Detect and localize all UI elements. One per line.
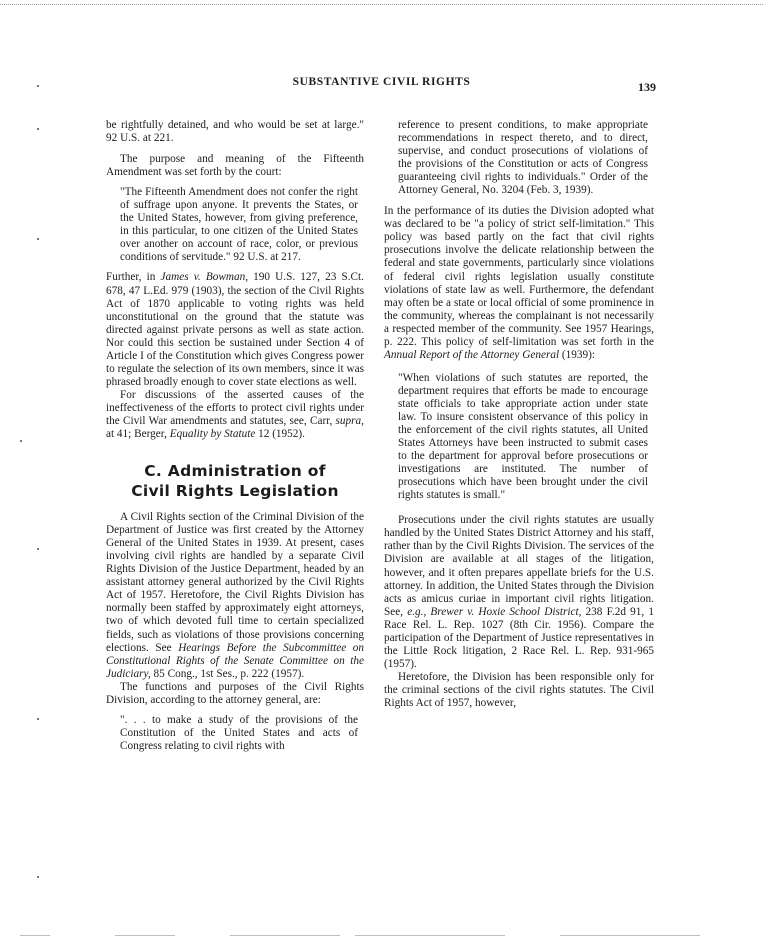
paragraph-heretofore: Heretofore, the Division has been responsible only for the criminal sections of the civil rights statutes. The Civil Rights Act of 1957, however,: [384, 670, 654, 709]
paragraph-james-v-bowman: Further, in James v. Bowman, 190 U.S. 127, 23 S.Ct. 678, 47 L.Ed. 979 (1903), the section of the Civil Rights Act of 1870 applicable to voting rights was held unconstitutional on the ground that the statute was directed against private persons as well as state action. Nor could this section be sustained under Section 4 of Article I of the Constitution which gives Congress power to regulate the selection of its own members, since it was phrased broadly enough to cover state elections as well.: [106, 271, 364, 388]
hearings-title: Hearings Before the Subcommittee on Constitutional Rights of the Senate Committee on the Judiciary,: [106, 641, 365, 680]
scan-speck: [37, 876, 39, 878]
block-quote-functions-continued: reference to present conditions, to make appropriate recommendations in respect thereto, and to direct, supervise, and conduct prosecutions of violations of the provisions of the Constitution or acts of Congress guaranteeing civil rights to individuals." Order of the Attorney General, No. 3204 (Feb. 3, 1939).: [398, 119, 648, 197]
paragraph-civil-rights-section: A Civil Rights section of the Criminal Division of the Department of Justice was first created by the Attorney General of the United States in 1939. At present, cases involving civil rights are handled by a separate Civil Rights Division of the Justice Department, headed by an assistant attorney general authorized by the Civil Rights Act of 1957. Heretofore, the Civil Rights Division has normally been staffed by approximately eight attorneys, two of which devoted full time to certain specialized fields, such as violations of those provisions concerning elections. See Hearings Before the Subcommittee on Constitutional Rights of the Senate Committee on the Judiciary, 85 Cong., 1st Ses., p. 222 (1957).: [106, 511, 365, 680]
page-number: 139: [638, 80, 656, 94]
running-head: SUBSTANTIVE CIVIL RIGHTS: [292, 76, 471, 88]
left-column: [106, 119, 364, 753]
block-quote-functions: ". . . to make a study of the provisions of the Constitution of the United States and acts of Congress relating to civil rights with: [120, 713, 358, 752]
paragraph-self-limitation: In the performance of its duties the Division adopted what was declared to be "a policy of strict self-limitation." This policy was based partly on the fact that civil rights prosecutions involve the delicate relationship between the federal and state governments, particularly since violations of federal civil rights legislation usually constitute violations of state law as well. Furthermore, the defendant may often be a state or local official of some prominence in the community, whereas the complainant is not necessarily a respected member of the community. See 1957 Hearings, p. 222. This policy of self-limitation was set forth in the Annual Report of the Attorney General (1939):: [384, 205, 654, 361]
paragraph-functions: The functions and purposes of the Civil Rights Division, according to the attorney general, are:: [106, 680, 364, 706]
scan-speck: [37, 238, 39, 240]
bottom-rule: [20, 935, 50, 936]
bottom-rule: [355, 935, 505, 936]
block-quote-fifteenth-amendment: "The Fifteenth Amendment does not confer the right of suffrage upon anyone. It prevents the States, or the United States, however, from giving preference, in this particular, to one citizen of the United States over another on account of race, color, or previous conditions of servitude." 92 U.S. at 217.: [120, 186, 358, 264]
bottom-rule: [115, 935, 175, 936]
scan-speck: [37, 548, 39, 550]
paragraph-prosecutions: Prosecutions under the civil rights statutes are usually handled by the United States District Attorney and his staff, rather than by the Civil Rights Division. The services of the Division are available at all stages of the litigation, however, and it often prepares appellate briefs for the U.S. attorney. In addition, the United States through the Division acts as amicus curiae in important civil rights litigation. See, e.g., Brewer v. Hoxie School District, 238 F.2d 91, 1 Race Rel. L. Rep. 1027 (8th Cir. 1956). Compare the participation of the Department of Justice representatives in the Little Rock litigation, 2 Race Rel. L. Rep. 931-965 (1957).: [384, 514, 654, 670]
right-column: [384, 119, 654, 710]
report-title: Annual Report of the Attorney General: [384, 348, 560, 361]
scan-speck: [20, 440, 22, 442]
bottom-rule: [560, 935, 700, 936]
scan-speck: [37, 128, 39, 130]
case-name: James v. Bowman,: [160, 271, 249, 284]
bottom-rule: [230, 935, 340, 936]
section-heading: C. Administration of Civil Rights Legislation: [131, 462, 339, 501]
paragraph-fifteenth-amendment: The purpose and meaning of the Fifteenth Amendment was set forth by the court:: [106, 153, 364, 179]
paragraph-discussions: For discussions of the asserted causes of the ineffectiveness of the efforts to protect civil rights under the Civil War amendments and statutes, see, Carr, supra, at 41; Berger, Equality by Statute 12 (1952).: [106, 388, 364, 441]
scan-speck: [37, 718, 39, 720]
block-quote-annual-report: "When violations of such statutes are reported, the department requires that efforts be made to encourage state officials to take appropriate action under state law. To insure consistent observance of this policy in the enforcement of the civil rights statutes, all United States Attorneys have been instructed to submit cases to the department for approval before prosecutions or investigations are instituted. The number of prosecutions which have been brought under the civil rights statutes is small.": [398, 371, 648, 502]
case-citation: e.g., Brewer v. Hoxie School District,: [407, 605, 582, 618]
scan-speck: [37, 85, 39, 87]
top-dotted-rule: [0, 4, 763, 5]
book-title: Equality by Statute: [169, 428, 256, 441]
paragraph-continued: be rightfully detained, and who would be set at large." 92 U.S. at 221.: [106, 119, 364, 145]
